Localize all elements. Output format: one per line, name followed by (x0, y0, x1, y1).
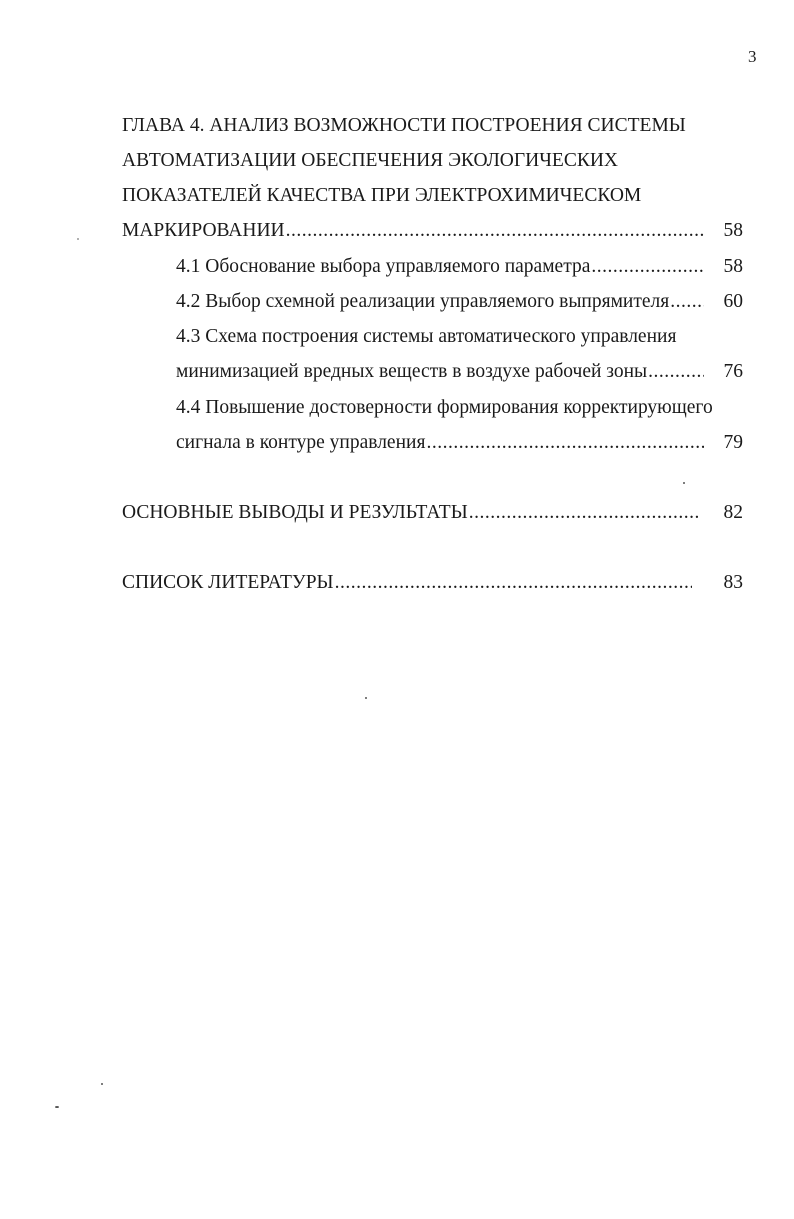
section-title: 4.1 Обоснование выбора управляемого параметра (176, 256, 591, 277)
toc-entry-section-4-4[interactable] (176, 431, 704, 455)
scan-speck (101, 1083, 103, 1085)
toc-entry-section-4-1[interactable] (176, 255, 704, 279)
scan-speck (683, 482, 685, 484)
chapter-title-line-3: ПОКАЗАТЕЛЕЙ КАЧЕСТВА ПРИ ЭЛЕКТРОХИМИЧЕСКОМ (122, 185, 642, 206)
section-4-3-title-line-1: 4.3 Схема построения системы автоматического управления (176, 326, 677, 347)
toc-entry-section-4-2[interactable] (176, 290, 704, 314)
page-ref-section-4-4: 79 (723, 432, 743, 453)
chapter-title-line-4: МАРКИРОВАНИИ (122, 220, 285, 241)
leader-dots (335, 571, 692, 595)
toc-entry-section-4-3[interactable] (176, 360, 704, 384)
page-number: 3 (748, 47, 757, 66)
page-ref-chapter-4: 58 (723, 220, 743, 241)
section-4-4-title-line-1: 4.4 Повышение достоверности формирования корректирующего (176, 397, 713, 418)
page-ref-conclusions: 82 (723, 502, 743, 523)
conclusions-title: ОСНОВНЫЕ ВЫВОДЫ И РЕЗУЛЬТАТЫ (122, 502, 468, 523)
leader-dots (469, 501, 698, 525)
scan-speck (77, 238, 79, 240)
page-ref-section-4-1: 58 (723, 256, 743, 277)
toc-entry-chapter-4[interactable] (122, 219, 704, 243)
section-title-line-2: минимизацией вредных веществ в воздухе рабочей зоны (176, 361, 648, 382)
leader-dots (591, 255, 704, 279)
toc-entry-references[interactable] (122, 571, 692, 595)
scan-speck (365, 697, 367, 699)
toc-entry-conclusions[interactable] (122, 501, 698, 525)
references-title: СПИСОК ЛИТЕРАТУРЫ (122, 572, 334, 593)
leader-dots (648, 360, 704, 384)
section-title-line-2: сигнала в контуре управления (176, 432, 426, 453)
leader-dots (286, 219, 704, 243)
chapter-title-line-1: ГЛАВА 4. АНАЛИЗ ВОЗМОЖНОСТИ ПОСТРОЕНИЯ СИСТЕМЫ (122, 115, 686, 136)
scan-speck (55, 1106, 59, 1108)
page-ref-section-4-3: 76 (723, 361, 743, 382)
page-ref-section-4-2: 60 (723, 291, 743, 312)
leader-dots (670, 290, 704, 314)
chapter-title-line-2: АВТОМАТИЗАЦИИ ОБЕСПЕЧЕНИЯ ЭКОЛОГИЧЕСКИХ (122, 150, 618, 171)
section-title: 4.2 Выбор схемной реализации управляемого выпрямителя (176, 291, 670, 312)
leader-dots (426, 431, 704, 455)
page-ref-references: 83 (723, 572, 743, 593)
